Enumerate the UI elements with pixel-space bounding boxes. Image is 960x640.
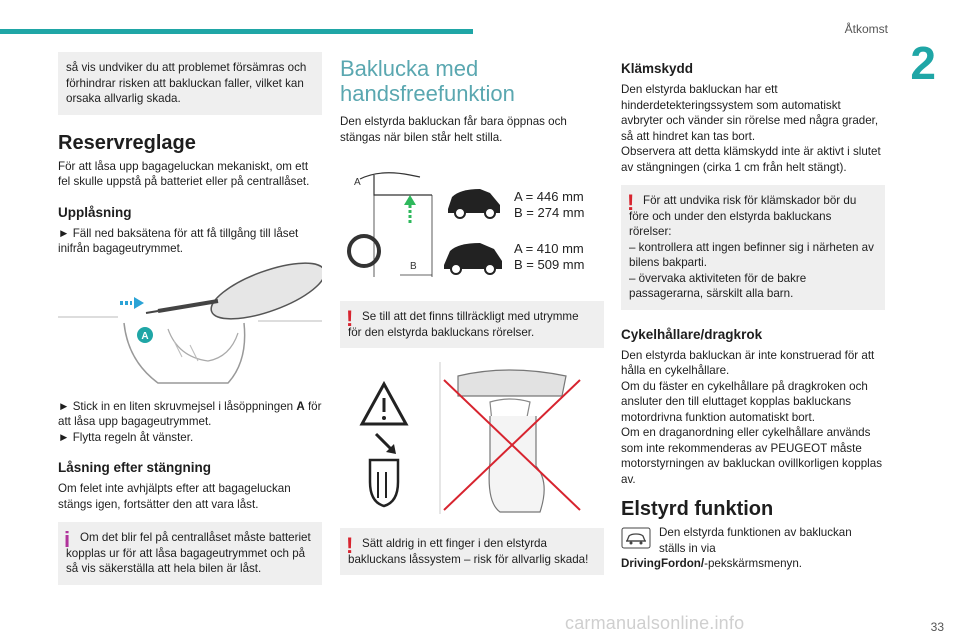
step-flytta: ► Flytta regeln åt vänster.	[58, 430, 194, 444]
elstyrd-block	[621, 525, 885, 572]
paragraph-cykel-1: Den elstyrda bakluckan är inte konstruerad för att hålla en cykelhållare.	[621, 348, 875, 377]
paragraph-elstyrd-menu	[621, 556, 885, 572]
warning-box-pinch	[621, 185, 885, 310]
heading-klamskydd: Klämskydd	[621, 61, 694, 76]
step-stick-in-text: ► Stick in en liten skruvmejsel i låsöppningen	[58, 399, 294, 413]
warning-icon: !	[627, 190, 635, 215]
step-stick-in	[58, 399, 322, 430]
step-fall-ned: ► Fäll ned baksätena för att få tillgång till låset inifrån bagageutrymmet.	[58, 226, 299, 255]
paragraph-klamskydd: Den elstyrda bakluckan har ett hinderdetekteringssystem som automatiskt avbryter och vänder sin rörelse med några grader, så att hindret kan tas bort.	[621, 83, 879, 143]
column-left	[58, 52, 322, 585]
page-number: 33	[930, 620, 944, 634]
warning-finger-rest: bakluckans låssystem – risk för allvarlig skada!	[348, 552, 589, 566]
info-text-rest: batteriet kopplas ur för att låsa bagageutrymmet och på så vis säkerställa att hela bilen är låst.	[66, 531, 311, 575]
heading-cykelhallare: Cykelhållare/dragkrok	[621, 326, 763, 342]
warning-icon: !	[346, 306, 354, 331]
column-right	[621, 60, 885, 572]
warning-box-continued	[58, 52, 322, 115]
warning-text: så vis undviker du att problemet försämras och förhindrar risken att bakluckan faller, vilket kan orsaka allvarlig skada.	[66, 61, 307, 105]
paragraph-elstyrd-first: Den elstyrda funktionen av bakluckan	[659, 526, 852, 539]
warning-box-space	[340, 301, 604, 348]
paragraph-cykel-3: Om en draganordning eller cykelhållare används som inte rekommenderas av PEUGEOT måste motorstyrningen av bakluckan ovillkorligen kopplas av.	[621, 426, 882, 486]
paragraph-intro: Den elstyrda bakluckan får bara öppnas och stängas när bilen står helt stilla.	[340, 115, 567, 144]
step-stick-in-cont: för att låsa upp bagageutrymmet.	[58, 399, 322, 428]
illustration-dimensions	[340, 165, 604, 283]
heading-lasning: Låsning efter stängning	[58, 460, 212, 475]
info-box	[58, 522, 322, 585]
heading-baklucka-line2: handsfreefunktion	[340, 81, 515, 106]
heading-elstyrd-funktion: Elstyrd funktion	[621, 498, 774, 520]
menu-suffix: -pekskärmsmenyn.	[704, 557, 803, 570]
info-text-first: Om det blir fel på centrallåset måste	[80, 531, 266, 544]
warning-pinch-item-2: – övervaka aktiviteten för de bakre passagerarna, särskilt alla barn.	[629, 271, 807, 300]
dim-a-2: A = 410 mm	[514, 241, 584, 256]
info-text	[64, 527, 312, 577]
dim-b-1: B = 274 mm	[514, 205, 585, 220]
warning-pinch-item-1: – kontrollera att ingen befinner sig i närheten av bilens bakparti.	[629, 240, 874, 269]
paragraph-reservreglage: För att låsa upp bagageluckan mekaniskt, om ett fel skulle uppstå på batteriet eller på centrallåset.	[58, 159, 310, 188]
dim-a-1: A = 446 mm	[514, 189, 584, 204]
chapter-number: 2	[910, 37, 936, 89]
heading-reservreglage: Reservreglage	[58, 131, 196, 154]
warning-finger-first: Sätt aldrig in ett finger i den elstyrda	[362, 537, 547, 550]
label-a: A	[354, 177, 361, 188]
header-bar	[0, 29, 473, 34]
heading-upplasning: Upplåsning	[58, 204, 132, 220]
step-stick-in-ref: A	[296, 399, 305, 413]
section-title: Åtkomst	[844, 22, 888, 36]
warning-space-rest: utrymme för den elstyrda bakluckans rörelser.	[348, 310, 579, 339]
car-settings-icon	[621, 527, 651, 549]
warning-space-text	[346, 306, 594, 340]
warning-box-finger	[340, 528, 604, 575]
paragraph-elstyrd-rest: ställs in via	[659, 541, 716, 555]
warning-icon: !	[346, 533, 354, 558]
illustration-finger-warning	[340, 362, 604, 514]
warning-pinch-first: För att undvika risk för klämskador bör	[643, 194, 841, 207]
paragraph-klamskydd-note: Observera att detta klämskydd inte är aktivt i slutet av stängningen (cirka 1 cm från helt stängt).	[621, 145, 881, 174]
heading-baklucka-line1: Baklucka med	[340, 56, 479, 81]
warning-pinch-text	[627, 190, 875, 240]
illustration-lock-screwdriver	[58, 261, 322, 393]
callout-a: A	[141, 330, 149, 342]
menu-path: DrivingFordon/	[621, 557, 705, 570]
paragraph-cykel-2: Om du fäster en cykelhållare på dragkroken och ansluter den till eluttaget kopplas bakluckans motordrivna funktion automatiskt bort.	[621, 379, 868, 424]
paragraph-lasning: Om felet inte avhjälpts efter att bagageluckan stängs igen, fortsätter den att vara låst.	[58, 482, 291, 511]
warning-pinch-rest: du före och under den elstyrda bakluckans rörelser:	[629, 194, 857, 238]
warning-finger-text	[346, 533, 594, 567]
info-icon: i	[64, 527, 71, 552]
watermark: carmanualsonline.info	[565, 613, 745, 633]
column-middle	[340, 56, 604, 575]
warning-space-first: Se till att det finns tillräckligt med	[362, 310, 531, 323]
label-b: B	[410, 261, 417, 272]
dim-b-2: B = 509 mm	[514, 257, 585, 272]
